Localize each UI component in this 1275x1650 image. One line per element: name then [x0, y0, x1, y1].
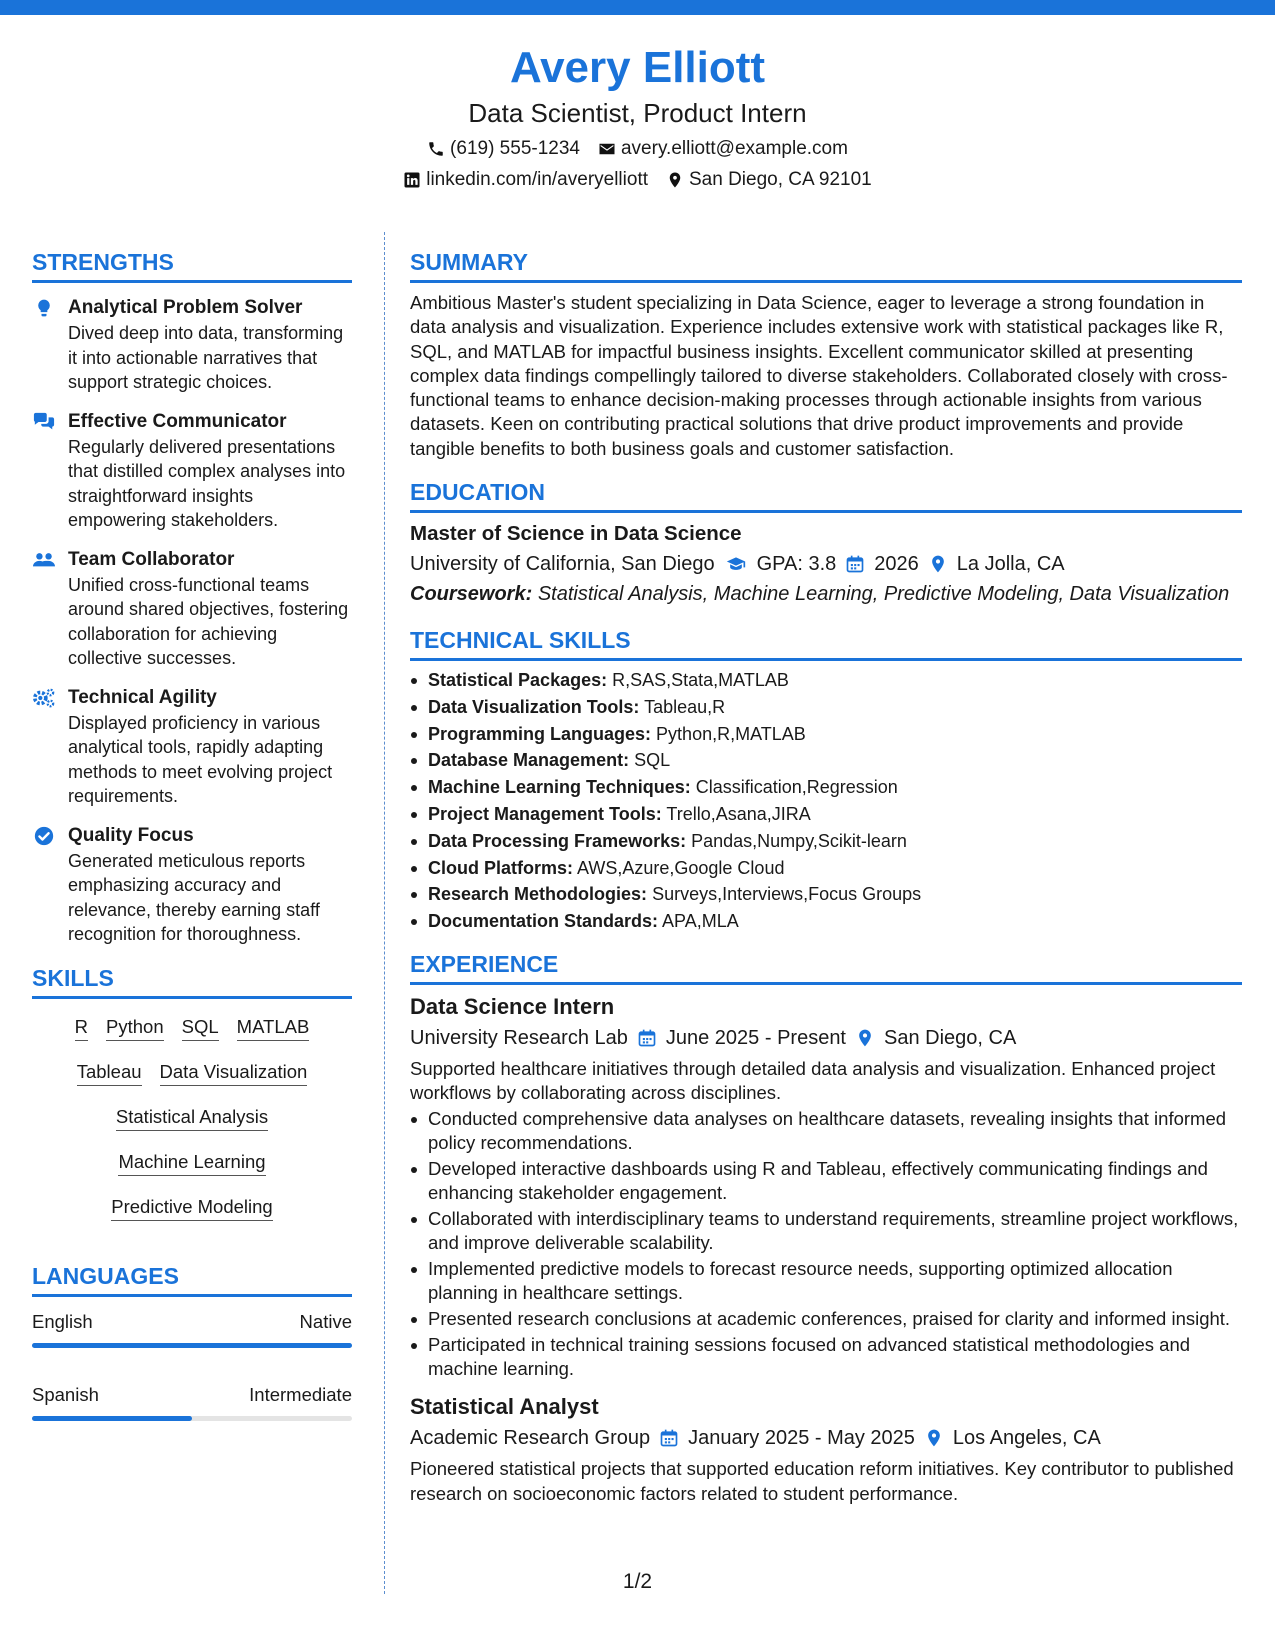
language-proficiency-bar: [32, 1416, 352, 1421]
school-name: University of California, San Diego: [410, 553, 715, 576]
email-text: avery.elliott@example.com: [620, 138, 848, 159]
calendar-icon: [637, 1028, 657, 1048]
tech-skill-value: SQL: [634, 750, 671, 771]
language-proficiency-bar: [32, 1343, 352, 1348]
job-meta: [410, 1023, 1242, 1053]
job-org: Academic Research Group: [410, 1427, 651, 1450]
job-bullet: Participated in technical training sessions focused on advanced statistical methodologies and machine learning.: [410, 1333, 1242, 1382]
calendar-icon: [845, 554, 865, 574]
users-icon: [32, 549, 56, 571]
envelope-icon: [598, 140, 616, 158]
language-item: [32, 1382, 352, 1408]
summary-text: Ambitious Master's student specializing in Data Science, eager to leverage a strong foundation in data analysis and visualization. Experience includes extensive work with statistical packages like R, SQL, and MATLAB for impactful business insights. Excellent communicator skilled at presenting complex data findings compellingly tailored to diverse stakeholders. Collaborated closely with cross-functional teams to enhance decision-making processes through actionable insights from various datasets. Keen on contributing practical solutions that drive product improvements and provide tangible benefits to both business goals and customer satisfaction.: [410, 292, 1228, 459]
column-divider: [384, 232, 385, 1594]
skills-row: [32, 1015, 352, 1041]
linkedin-icon: [403, 171, 421, 189]
tech-skill-item: [410, 667, 1242, 694]
map-pin-icon: [924, 1428, 944, 1448]
tech-skill-item: [410, 801, 1242, 828]
tech-skill-label: Statistical Packages:: [428, 670, 608, 691]
language-name: Spanish: [32, 1383, 99, 1405]
strength-desc: Displayed proficiency in various analytical tools, rapidly adapting methods to meet evolving project requirements.: [68, 712, 333, 806]
strength-item: [32, 409, 352, 533]
contact-row-1: [0, 134, 1275, 164]
skill-tag: SQL: [182, 1015, 219, 1041]
top-accent-bar: [0, 0, 1275, 15]
phone-text: (619) 555-1234: [450, 138, 580, 159]
skill-tag: Tableau: [77, 1060, 142, 1086]
skills-row: [32, 1105, 352, 1131]
strength-item: [32, 295, 352, 395]
strength-name: Technical Agility: [68, 686, 217, 708]
email-contact[interactable]: [598, 134, 848, 164]
proficiency-fill: [32, 1343, 352, 1348]
summary-heading: SUMMARY: [410, 245, 1242, 283]
tech-skill-item: [410, 721, 1242, 748]
job-dates: January 2025 - May 2025: [688, 1427, 915, 1450]
degree-name: Master of Science in Data Science: [410, 522, 742, 546]
education-heading: EDUCATION: [410, 475, 1242, 513]
right-column: [410, 245, 1242, 1506]
location-contact: [666, 165, 872, 195]
tech-skill-label: Documentation Standards:: [428, 911, 659, 932]
tech-skill-label: Data Visualization Tools:: [428, 696, 640, 717]
skill-tag: Python: [106, 1015, 164, 1041]
strength-item: [32, 547, 352, 671]
graduation-year: 2026: [874, 553, 919, 576]
job-location: Los Angeles, CA: [952, 1427, 1101, 1450]
proficiency-fill: [32, 1416, 192, 1421]
phone-icon: [427, 140, 445, 158]
tech-skill-label: Research Methodologies:: [428, 884, 648, 905]
tech-skill-value: Surveys,Interviews,Focus Groups: [652, 884, 922, 905]
tech-skill-value: Python,R,MATLAB: [656, 723, 806, 744]
tech-skill-item: [410, 881, 1242, 908]
job-meta: [410, 1423, 1242, 1453]
tech-skill-item: [410, 694, 1242, 721]
tech-skill-item: [410, 908, 1242, 935]
skill-tag: Predictive Modeling: [111, 1195, 272, 1221]
tech-skill-value: Classification,Regression: [695, 777, 898, 798]
tech-skill-label: Programming Languages:: [428, 723, 652, 744]
linkedin-contact[interactable]: [403, 165, 648, 195]
job-description: Pioneered statistical projects that supported education reform initiatives. Key contributor to published research on socioeconomic factors related to student performance.: [410, 1458, 1234, 1504]
check-circle-icon: [33, 825, 55, 847]
technical-skills-list: [410, 667, 1242, 935]
linkedin-text: linkedin.com/in/averyelliott: [426, 169, 648, 190]
job-description: Supported healthcare initiatives through detailed data analysis and visualization. Enhanced project workflows by collaborating across disciplines.: [410, 1058, 1216, 1104]
technical-skills-heading: TECHNICAL SKILLS: [410, 623, 1242, 661]
tech-skill-label: Data Processing Frameworks:: [428, 830, 687, 851]
gears-icon: [32, 687, 56, 709]
experience-item: [410, 991, 1242, 1381]
tech-skill-label: Machine Learning Techniques:: [428, 777, 691, 798]
gpa: GPA: 3.8: [756, 553, 837, 576]
language-item: [32, 1309, 352, 1335]
strength-desc: Dived deep into data, transforming it into actionable narratives that support strategic choices.: [68, 323, 344, 392]
job-title: Statistical Analyst: [410, 1394, 599, 1420]
school-location: La Jolla, CA: [956, 553, 1065, 576]
contact-row-2: [0, 165, 1275, 195]
skills-row: [32, 1195, 352, 1221]
tech-skill-value: Trello,Asana,JIRA: [666, 804, 811, 825]
skill-tag: Data Visualization: [160, 1060, 308, 1086]
map-pin-icon: [855, 1028, 875, 1048]
strength-name: Quality Focus: [68, 824, 194, 846]
page-number: 1/2: [622, 1570, 653, 1593]
location-text: San Diego, CA 92101: [689, 169, 872, 190]
experience-heading: EXPERIENCE: [410, 947, 1242, 985]
language-level: Intermediate: [249, 1383, 352, 1405]
tech-skill-value: AWS,Azure,Google Cloud: [577, 857, 785, 878]
strength-item: [32, 685, 352, 809]
skill-tag: Statistical Analysis: [116, 1105, 268, 1131]
job-bullets: [410, 1107, 1242, 1382]
lightbulb-icon: [34, 297, 54, 319]
skills-row: [32, 1060, 352, 1086]
tech-skill-item: [410, 747, 1242, 774]
resume-header: [0, 40, 1275, 195]
strength-desc: Unified cross-functional teams around shared objectives, fostering collaboration for achieving collective successes.: [68, 574, 349, 668]
map-pin-icon: [928, 554, 948, 574]
candidate-name: Avery Elliott: [509, 43, 766, 92]
graduation-cap-icon: [724, 554, 748, 574]
job-bullet: Implemented predictive models to forecast resource needs, supporting optimized allocation planning in healthcare settings.: [410, 1257, 1242, 1306]
strength-name: Analytical Problem Solver: [68, 297, 303, 318]
job-dates: June 2025 - Present: [665, 1027, 846, 1050]
job-bullet: Collaborated with interdisciplinary teams to understand requirements, streamline project workflows, and improve deliverable scalability.: [410, 1207, 1242, 1256]
language-level: Native: [299, 1310, 352, 1332]
map-pin-icon: [666, 171, 684, 189]
tech-skill-value: Pandas,Numpy,Scikit-learn: [691, 830, 907, 851]
coursework-label: Coursework:: [410, 583, 533, 606]
education-details: [410, 549, 1242, 579]
candidate-title: Data Scientist, Product Intern: [468, 98, 807, 128]
tech-skill-value: Tableau,R: [644, 696, 726, 717]
job-bullet: Conducted comprehensive data analyses on healthcare datasets, revealing insights that informed policy recommendations.: [410, 1107, 1242, 1156]
tech-skill-item: [410, 774, 1242, 801]
strength-item: [32, 823, 352, 947]
language-name: English: [32, 1310, 93, 1332]
skill-tag: Machine Learning: [118, 1150, 265, 1176]
job-bullet: Developed interactive dashboards using R and Tableau, effectively communicating findings and enhancing stakeholder engagement.: [410, 1157, 1242, 1206]
chat-icon: [32, 411, 56, 433]
tech-skill-value: APA,MLA: [662, 911, 739, 932]
languages-list: [32, 1309, 352, 1421]
skills-list: [32, 1011, 352, 1221]
tech-skill-label: Database Management:: [428, 750, 630, 771]
tech-skill-item: [410, 855, 1242, 882]
job-location: San Diego, CA: [884, 1027, 1017, 1050]
strengths-heading: STRENGTHS: [32, 245, 352, 283]
job-org: University Research Lab: [410, 1027, 628, 1050]
skill-tag: MATLAB: [237, 1015, 310, 1041]
tech-skill-value: R,SAS,Stata,MATLAB: [612, 670, 789, 691]
job-title: Data Science Intern: [410, 994, 615, 1020]
tech-skill-label: Project Management Tools:: [428, 804, 662, 825]
phone-contact[interactable]: [427, 134, 580, 164]
coursework: [410, 579, 1242, 609]
tech-skill-label: Cloud Platforms:: [428, 857, 574, 878]
coursework-list: Statistical Analysis, Machine Learning, Predictive Modeling, Data Visualization: [537, 583, 1230, 606]
strength-name: Team Collaborator: [68, 548, 235, 570]
strength-name: Effective Communicator: [68, 410, 287, 432]
skill-tag: R: [75, 1015, 88, 1041]
skills-row: [32, 1150, 352, 1176]
job-bullet: Presented research conclusions at academic conferences, praised for clarity and informed insight.: [410, 1307, 1242, 1331]
left-column: [32, 245, 352, 1455]
strength-desc: Regularly delivered presentations that distilled complex analyses into straightforward insights empowering stakeholders.: [68, 436, 346, 530]
experience-item: [410, 1391, 1242, 1506]
calendar-icon: [659, 1428, 679, 1448]
tech-skill-item: [410, 828, 1242, 855]
languages-heading: LANGUAGES: [32, 1259, 352, 1297]
strength-desc: Generated meticulous reports emphasizing accuracy and relevance, thereby earning staff recognition for thoroughness.: [68, 850, 320, 944]
skills-heading: SKILLS: [32, 961, 352, 999]
